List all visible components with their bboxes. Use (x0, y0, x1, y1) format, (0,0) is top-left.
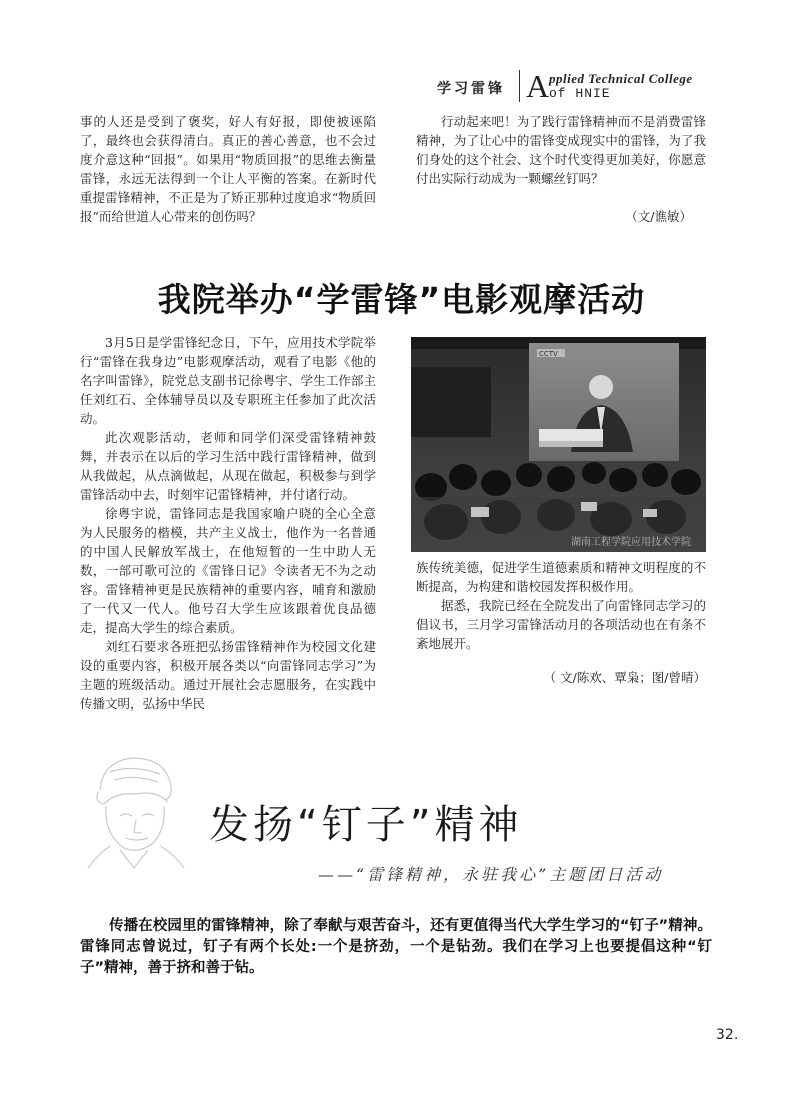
article-body-right (416, 558, 706, 653)
article-credit: （ 文/陈欢、覃枭；图/曾晴） (543, 670, 706, 685)
article2-subtitle: ——“雷锋精神，永驻我心”主题团日活动 (318, 865, 664, 884)
paragraph: 徐粤宇说，雷锋同志是我国家喻户晓的全心全意为人民服务的楷模，共产主义战士，他作为一名普通的中国人民解放军战士，在他短暂的一生中助人无数，一部可歌可泣的《雷锋日记》令读者无不为之动容。雷锋精神更是民族精神的重要内容，哺育和激励了一代又一代人。他号召大学生应该跟着优良品德走，提高大学生的综合素质。 (80, 506, 376, 635)
logo-letter: A (526, 68, 550, 104)
screening-photo (411, 337, 706, 552)
paragraph: 据悉，我院已经在全院发出了向雷锋同志学习的倡议书，三月学习雷锋活动月的各项活动也在有条不紊地展开。 (416, 598, 706, 651)
section-label: 学习雷锋 (437, 81, 505, 97)
article2-intro: 传播在校园里的雷锋精神，除了奉献与艰苦奋斗，还有更值得当代大学生学习的“钉子”精神。雷锋同志曾说过，钉子有两个长处:一个是挤劲，一个是钻劲。我们在学习上也要提倡这种“钉子”精神，善于挤和善于钻。 (80, 918, 712, 976)
page-number: 32. (716, 1027, 739, 1043)
continued-credit: （文/谯敏） (625, 209, 692, 224)
logo-line-1: pplied Technical College (549, 71, 693, 86)
logo-line-2: of HNIE (549, 86, 611, 101)
leifeng-portrait-sketch (80, 750, 188, 870)
screen-logo: CCTV (539, 350, 558, 358)
paragraph: 族传统美德，促进学生道德素质和精神文明程度的不断提高，为构建和谐校园发挥积极作用。 (416, 560, 706, 594)
continued-text-right: 行动起来吧！为了践行雷锋精神而不是消费雷锋精神，为了让心中的雷锋变成现实中的雷锋，为了我们身处的这个社会、这个时代变得更加美好，你愿意付出实际行动成为一颗螺丝钉吗？ (416, 114, 706, 186)
header-divider (519, 70, 520, 102)
article-body-left (80, 333, 376, 713)
paragraph: 此次观影活动，老师和同学们深受雷锋精神鼓舞，并表示在以后的学习生活中践行雷锋精神，做到从我做起，从点滴做起，从现在做起，积极参与到学雷锋活动中去，时刻牢记雷锋精神，并付诸行动。 (80, 430, 376, 502)
paragraph: 3月5日是学雷锋纪念日，下午，应用技术学院举行“雷锋在我身边”电影观摩活动，观看了电影《他的名字叫雷锋》，院党总支副书记徐粤宇、学生工作部主任刘红石、全体辅导员以及专职班主任参加了此次活动。 (80, 335, 376, 426)
article2-title: 发扬“钉子”精神 (209, 802, 523, 848)
continued-text-left: 事的人还是受到了褒奖，好人有好报，即使被诬陷了，最终也会获得清白。真正的善心善意，也不会过度介意这种“回报”。如果用“物质回报”的思维去衡量雷锋，永远无法得到一个让人平衡的答案。在新时代重提雷锋精神，不正是为了矫正那种过度追求“物质回报”而给世道人心带来的创伤吗？ (80, 114, 376, 224)
article-title: 我院举办“学雷锋”电影观摩活动 (157, 280, 646, 319)
paragraph: 刘红石要求各班把弘扬雷锋精神作为校园文化建设的重要内容，积极开展各类以“向雷锋同志学习”为主题的班级活动。通过开展社会志愿服务，在实践中传播文明，弘扬中华民 (80, 639, 376, 711)
photo-watermark: 湖南工程学院应用技术学院 (571, 537, 691, 548)
